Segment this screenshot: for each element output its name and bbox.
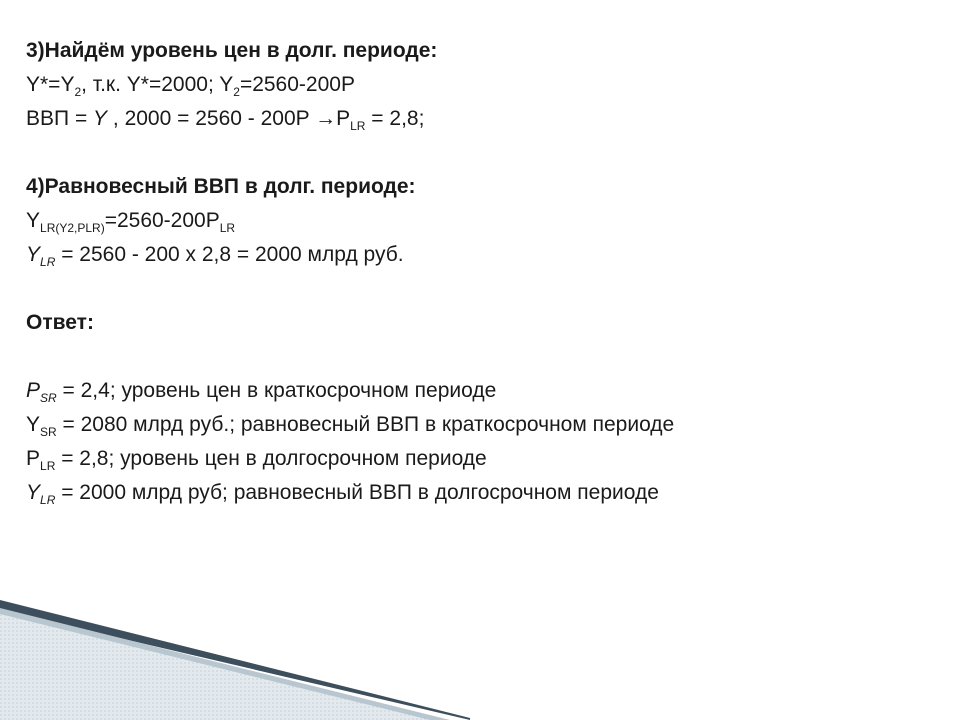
subscript: 2	[74, 85, 82, 99]
spacer	[26, 340, 926, 374]
answer-heading: Ответ:	[26, 311, 94, 334]
slide-content	[26, 34, 926, 510]
subscript: LR	[350, 119, 366, 133]
subscript: 2	[233, 85, 240, 99]
symbol: P	[26, 447, 41, 470]
italic-symbol: Y	[93, 107, 108, 130]
answer-text: = 2000 млрд руб; равновесный ВВП в долгосрочном периоде	[55, 481, 659, 504]
italic-symbol: Y	[26, 243, 41, 266]
symbol: Y	[26, 413, 41, 436]
spacer	[26, 272, 926, 306]
section4-formula-2	[26, 238, 926, 272]
text: Y	[26, 209, 41, 232]
text: = 2560 - 200 х 2,8 = 2000 млрд руб.	[55, 243, 404, 266]
text: =2560-200P	[239, 73, 355, 96]
text: , 2000 = 2560 - 200P →P	[107, 107, 351, 130]
subscript: SR	[40, 425, 57, 439]
decorative-corner-stripes	[0, 590, 480, 720]
subscript: LR	[219, 221, 236, 235]
subscript: SR	[40, 391, 57, 405]
section3-heading: 3)Найдём уровень цен в долг. периоде:	[26, 39, 438, 62]
answer-item-plr	[26, 442, 926, 476]
italic-symbol: Y	[26, 481, 41, 504]
section4-formula-1	[26, 204, 926, 238]
text: =2560-200P	[104, 209, 220, 232]
text: ВВП =	[26, 107, 94, 130]
subscript: LR	[40, 493, 56, 507]
section3-formula-2	[26, 102, 926, 136]
text: Y*=Y	[26, 73, 75, 96]
text: = 2,8;	[365, 107, 425, 130]
answer-item-ylr	[26, 476, 926, 510]
subscript: LR	[40, 459, 56, 473]
answer-item-ysr	[26, 408, 926, 442]
italic-symbol: P	[26, 379, 41, 402]
answer-text: = 2,4; уровень цен в краткосрочном периоде	[56, 379, 497, 402]
text: , т.к. Y*=2000; Y	[81, 73, 234, 96]
answer-item-psr	[26, 374, 926, 408]
section3-formula-1	[26, 68, 926, 102]
subscript: LR(Y2,PLR)	[40, 221, 105, 235]
answer-text: = 2080 млрд руб.; равновесный ВВП в краткосрочном периоде	[56, 413, 675, 436]
subscript: LR	[40, 255, 56, 269]
spacer	[26, 136, 926, 170]
answer-text: = 2,8; уровень цен в долгосрочном периоде	[55, 447, 487, 470]
section4-heading: 4)Равновесный ВВП в долг. периоде:	[26, 175, 416, 198]
